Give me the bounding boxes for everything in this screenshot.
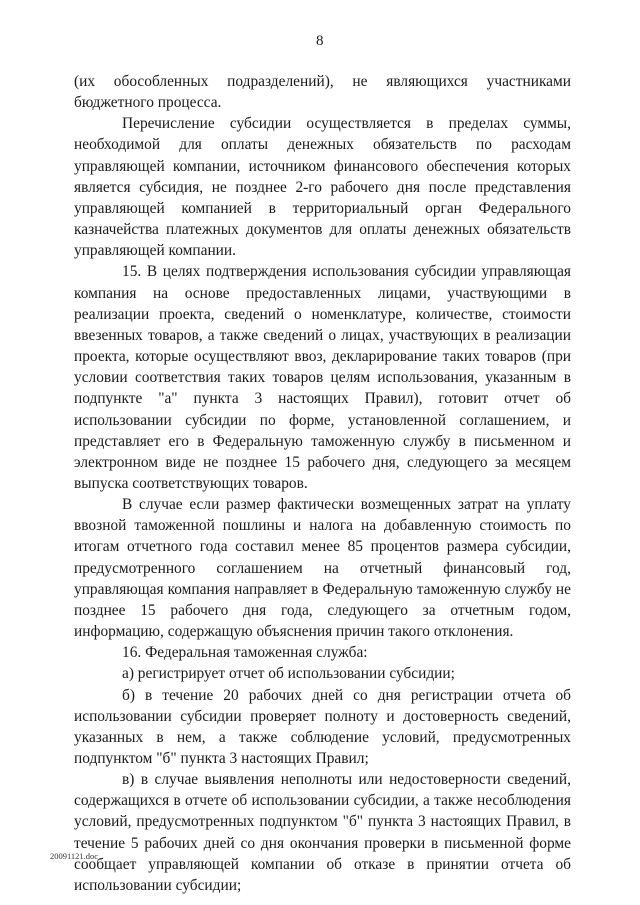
paragraph-item-16: 16. Федеральная таможенная служба:	[122, 644, 368, 662]
footer-file-reference: 20091121.doc	[50, 851, 99, 861]
paragraph-item-16-a: а) регистрирует отчет об использовании субсидии;	[122, 665, 455, 683]
paragraph-item-16-b: б) в течение 20 рабочих дней со дня регистрации отчета об использовании субсидии проверяет полноту и достоверность сведений, указанных в нем, а также соблюдение условий, предусмотренных подпунктом "б" пункта 3 настоящих Правил;	[74, 686, 571, 767]
paragraph-deviation-report: В случае если размер фактически возмещенных затрат на уплату ввозной таможенной пошлины и налога на добавленную стоимость по итогам отчетного года составил менее 85 процентов размера субсидии, предусмотренного соглашением на отчетный финансовый год, управляющая компания направляет в Федеральную таможенную службу не позднее 15 рабочего дня года, следующего за отчетным годом, информацию, содержащую объяснения причин такого отклонения.	[74, 496, 571, 641]
paragraph-continuation: (их обособленных подразделений), не являющихся участниками бюджетного процесса.	[74, 73, 571, 112]
document-body	[74, 71, 571, 896]
page-number: 8	[316, 33, 324, 49]
paragraph-transfer-of-subsidy: Перечисление субсидии осуществляется в пределах суммы, необходимой для оплаты денежных обязательств по расходам управляющей компании, источником финансового обеспечения которых является субсидия, не позднее 2-го рабочего дня после представления управляющей компанией в территориальный орган Федерального казначейства платежных документов для оплаты денежных обязательств управляющей компании.	[74, 115, 571, 260]
paragraph-item-15: 15. В целях подтверждения использования субсидии управляющая компания на основе предоставленных лицами, участвующими в реализации проекта, сведений о номенклатуре, количестве, стоимости ввезенных товаров, а также сведений о лицах, участвующих в реализации проекта, которые осуществляют ввоз, декларирование таких товаров (при условии соответствия таких товаров целям использования, указанным в подпункте "а" пункта 3 настоящих Правил), готовит отчет об использовании субсидии по форме, установленной соглашением, и представляет его в Федеральную таможенную службу в письменном и электронном виде не позднее 15 рабочего дня, следующего за месяцем выпуска соответствующих товаров.	[74, 263, 571, 492]
paragraph-item-16-v: в) в случае выявления неполноты или недостоверности сведений, содержащихся в отчете об использовании субсидии, а также несоблюдения условий, предусмотренных подпунктом "б" пункта 3 настоящих Правил, в течение 5 рабочих дней со дня окончания проверки в письменной форме сообщает управляющей компании об отказе в принятии отчета об использовании субсидии;	[74, 771, 571, 894]
